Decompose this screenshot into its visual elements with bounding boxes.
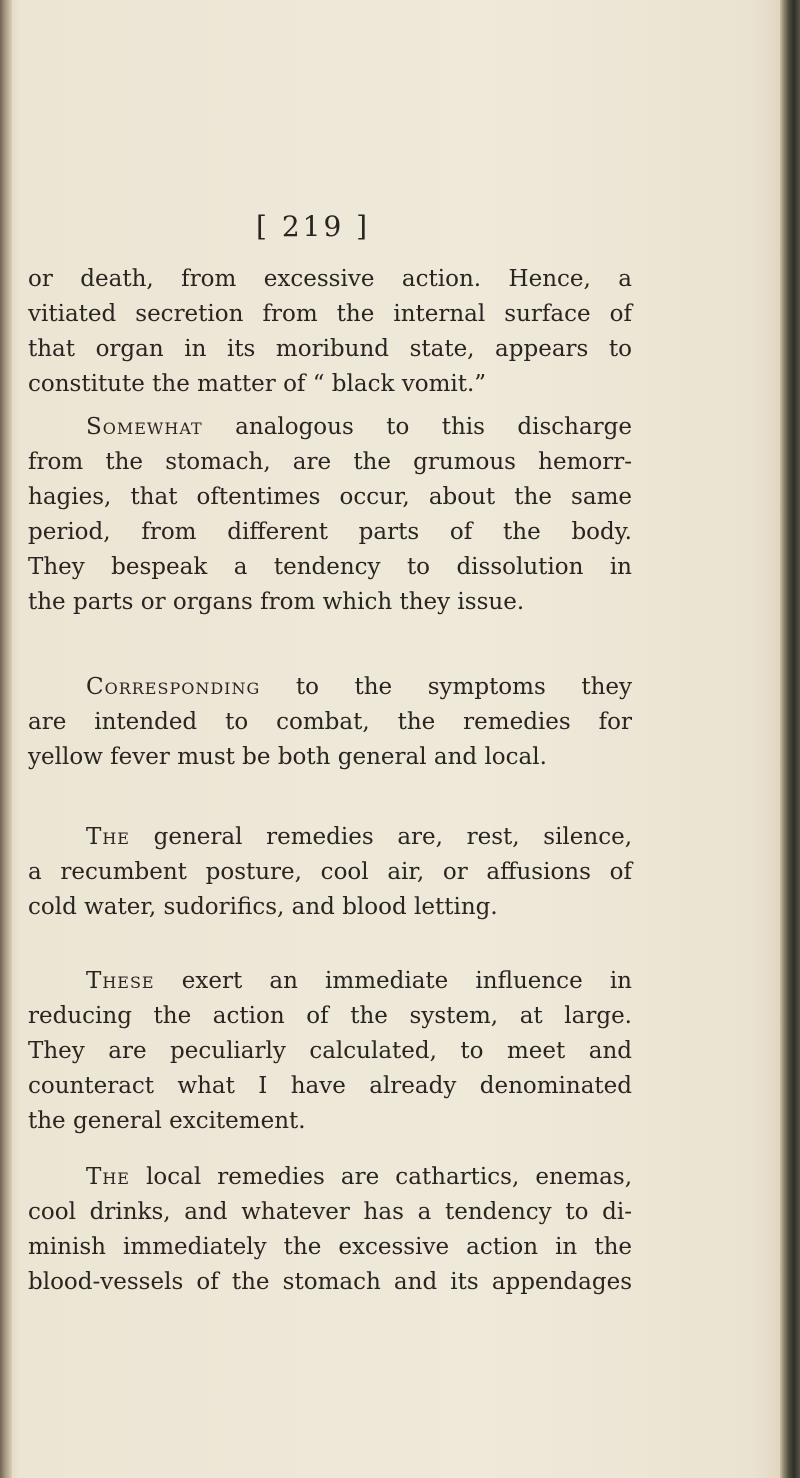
text-line: yellow fever must be both general and local.	[28, 744, 547, 770]
text-line: minish immediately the excessive action in the	[28, 1234, 632, 1260]
text-line-rest: local remedies are cathartics, enemas,	[146, 1164, 633, 1190]
text-line	[28, 410, 632, 445]
text-line-rest: to the symptoms they	[295, 674, 632, 700]
paragraph-5	[28, 964, 632, 1139]
text-line: hagies, that oftentimes occur, about the same	[28, 484, 632, 510]
text-line: from the stomach, are the grumous hemorr-	[28, 449, 632, 475]
text-line: cool drinks, and whatever has a tendency to di-	[28, 1199, 632, 1225]
paragraph-lead-word: These	[86, 968, 155, 994]
page-gutter-shadow	[0, 0, 12, 1478]
paragraph-6	[28, 1160, 632, 1300]
paragraph-2	[28, 410, 632, 620]
paragraph-lead-word: Somewhat	[86, 414, 203, 440]
text-line: or death, from excessive action. Hence, a	[28, 266, 632, 292]
paragraph-lead-word: The	[86, 1164, 130, 1190]
text-line: the parts or organs from which they issue.	[28, 589, 525, 615]
paragraph-lead-word: The	[86, 824, 130, 850]
text-line: period, from different parts of the body.	[28, 519, 632, 545]
paragraph-1	[28, 262, 632, 402]
text-line	[28, 820, 632, 855]
page-number: [ 219 ]	[256, 210, 371, 243]
text-line-rest: analogous to this discharge	[235, 414, 633, 440]
text-line-rest: general remedies are, rest, silence,	[153, 824, 633, 850]
text-line	[28, 964, 632, 999]
text-line: are intended to combat, the remedies for	[28, 709, 632, 735]
text-line: cold water, sudorifics, and blood letting.	[28, 894, 498, 920]
text-line: that organ in its moribund state, appears to	[28, 336, 632, 362]
text-line: They bespeak a tendency to dissolution in	[28, 554, 632, 580]
text-line: vitiated secretion from the internal surface of	[28, 301, 632, 327]
text-line	[28, 1160, 632, 1195]
paragraph-3	[28, 670, 632, 775]
text-line: reducing the action of the system, at large.	[28, 1003, 632, 1029]
text-line	[28, 670, 632, 705]
text-line: They are peculiarly calculated, to meet and	[28, 1038, 632, 1064]
text-line: counteract what I have already denominated	[28, 1073, 632, 1099]
text-line: blood-vessels of the stomach and its appendages	[28, 1269, 632, 1295]
paragraph-4	[28, 820, 632, 925]
text-line: constitute the matter of “ black vomit.”	[28, 371, 487, 397]
text-line: a recumbent posture, cool air, or affusions of	[28, 859, 632, 885]
text-line-rest: exert an immediate influence in	[181, 968, 632, 994]
text-line: the general excitement.	[28, 1108, 306, 1134]
book-binding-edge	[780, 0, 800, 1478]
paragraph-lead-word: Corresponding	[86, 674, 261, 700]
